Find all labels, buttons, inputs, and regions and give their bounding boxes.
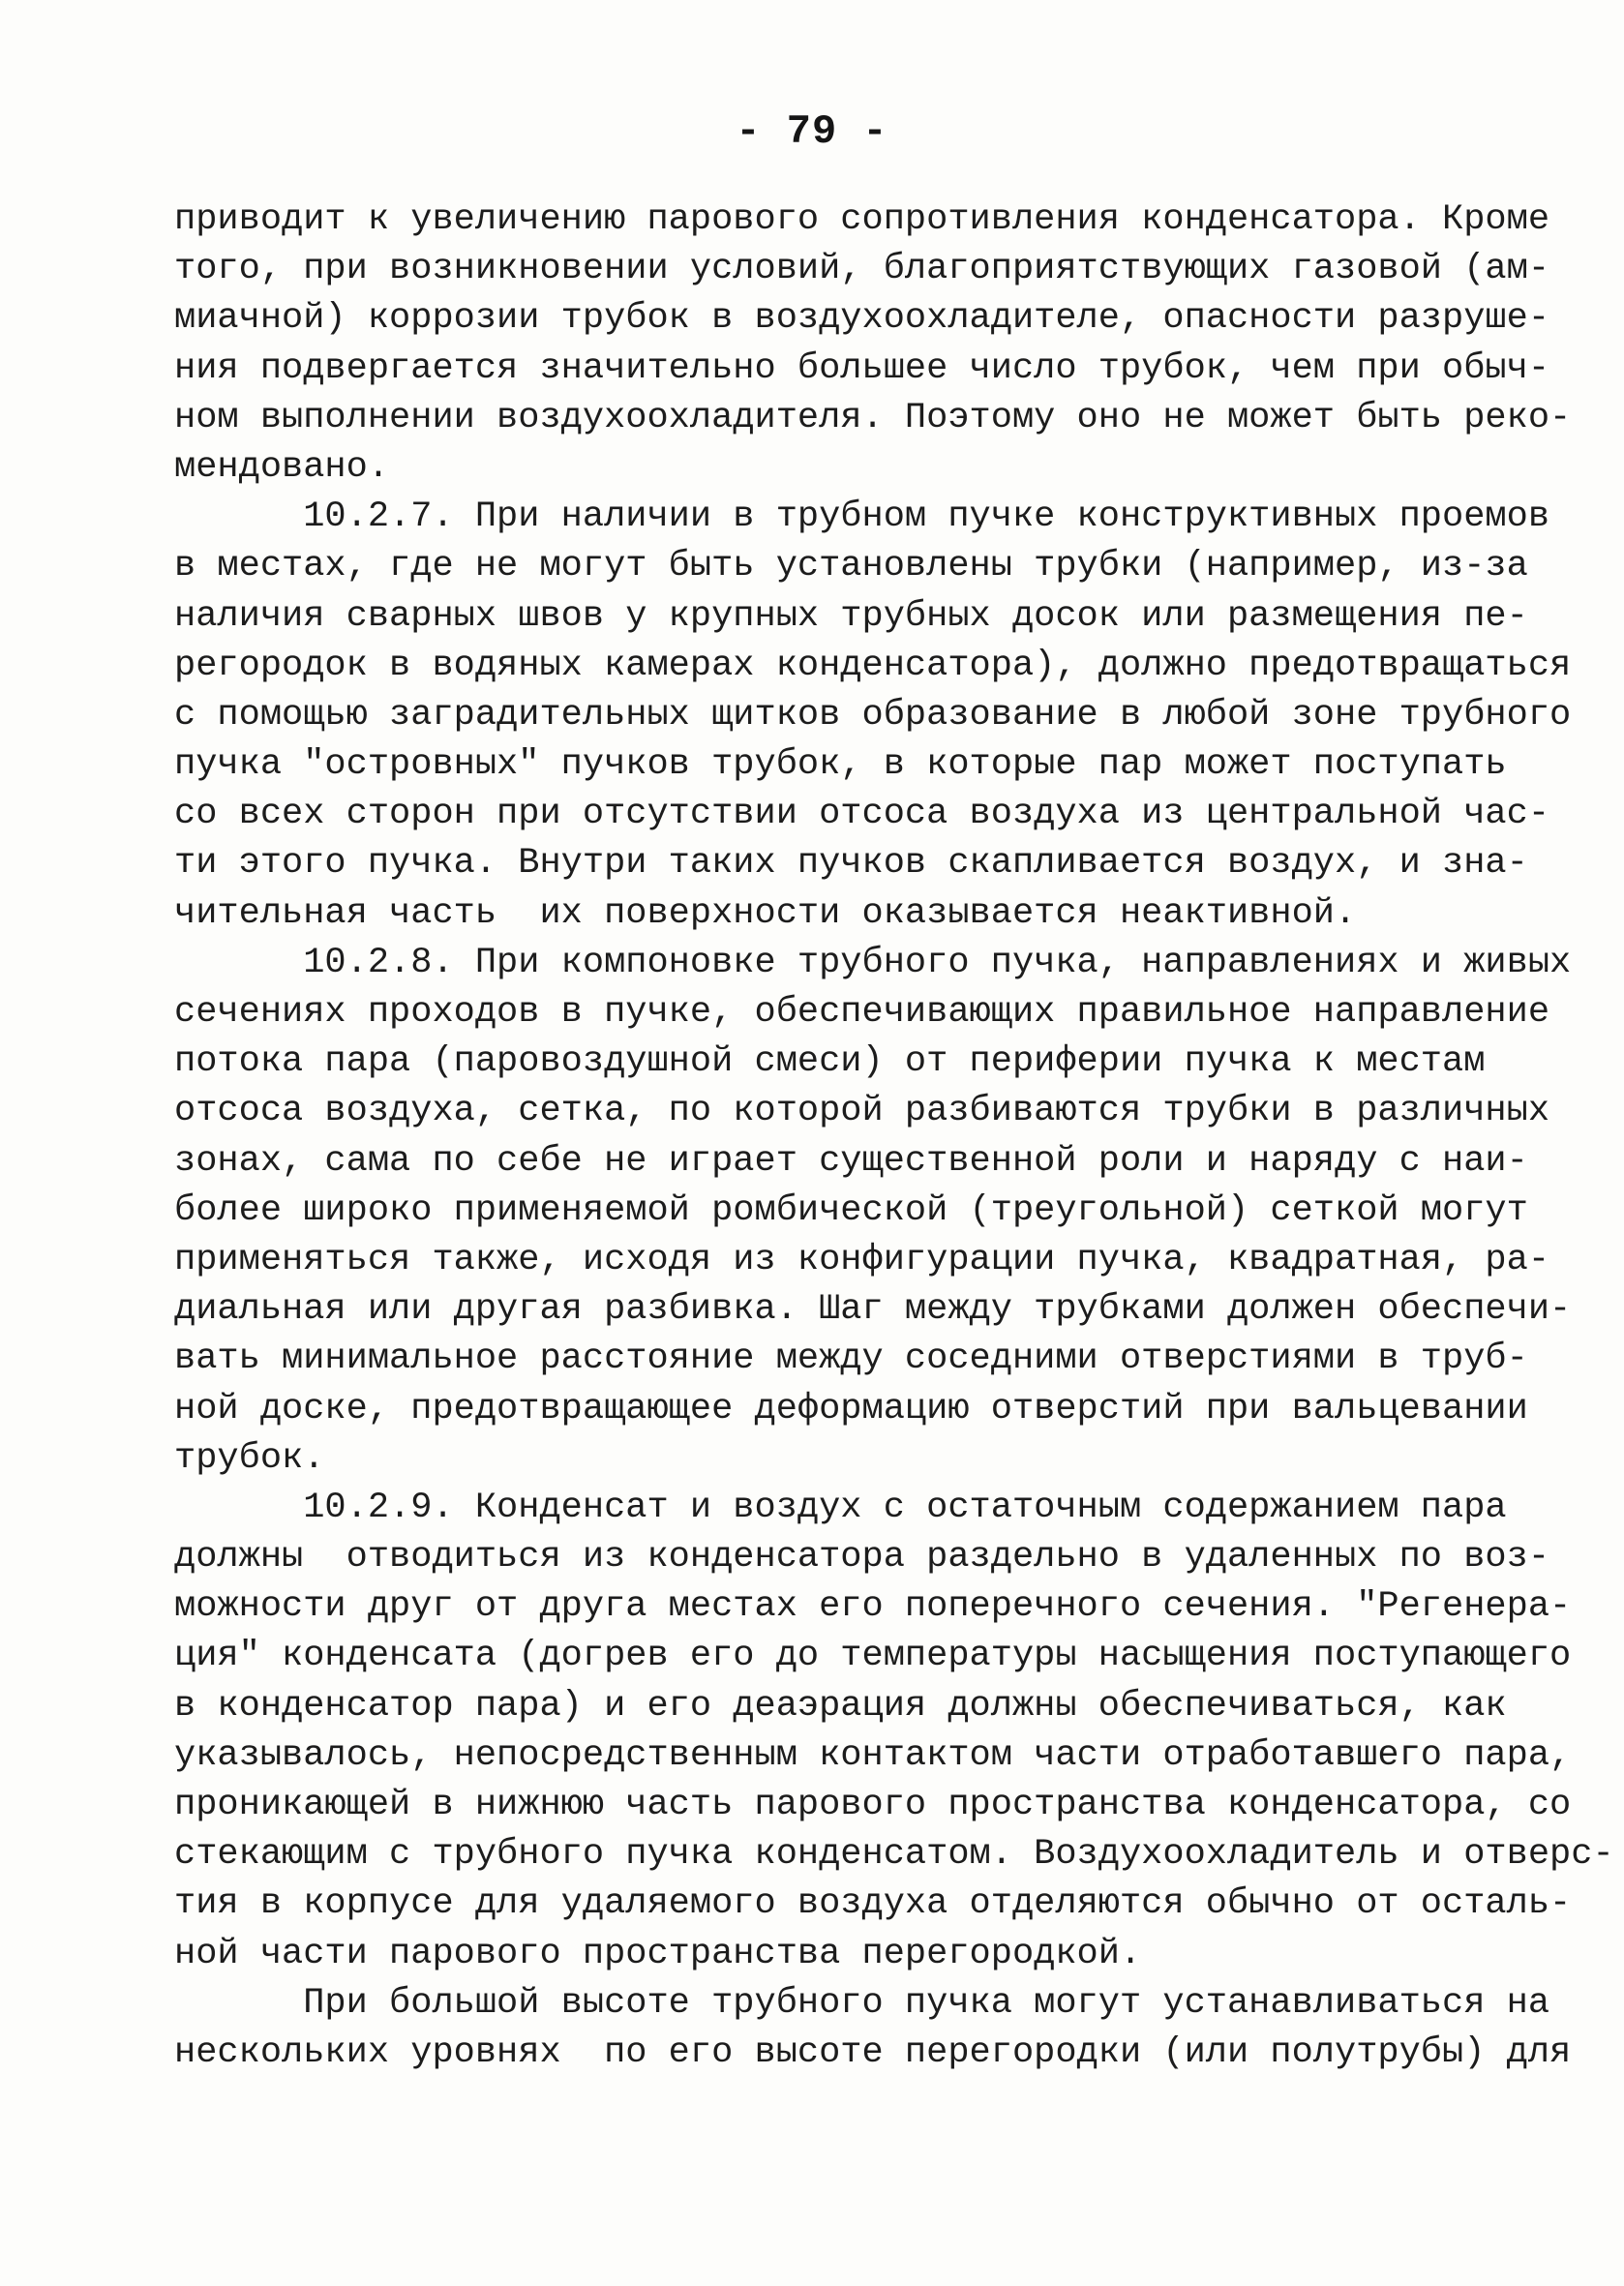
text-line: зонах, сама по себе не играет существенной роли и наряду с наи- [174,1140,1528,1182]
text-line: чительная часть их поверхности оказывается неактивной. [174,892,1357,934]
text-line: вать минимальное расстояние между соседними отверстиями в труб- [174,1339,1528,1380]
text-line: миачной) коррозии трубок в воздухоохладителе, опасности разруше- [174,298,1550,340]
section-10-2-7-start: 10.2.7. При наличии в трубном пучке конструктивных проемов [174,496,1550,538]
text-line: того, при возникновении условий, благоприятствующих газовой (ам- [174,249,1550,290]
text-line: со всех сторон при отсутствии отсоса воздуха из центральной час- [174,794,1550,835]
text-line: в местах, где не могут быть установлены трубки (например, из-за [174,546,1528,587]
text-line: ния подвергается значительно большее число трубок, чем при обыч- [174,347,1550,389]
text-line: сечениях проходов в пучке, обеспечивающих правильное направление [174,992,1550,1033]
text-line: в конденсатор пара) и его деаэрация должны обеспечиваться, как [174,1685,1507,1727]
section-10-2-9-start: 10.2.9. Конденсат и воздух с остаточным содержанием пара [174,1487,1507,1528]
page-number: - 79 - [736,108,888,155]
text-line: ной доске, предотвращающее деформацию отверстий при вальцевании [174,1388,1528,1429]
text-line: нескольких уровнях по его высоте перегородки (или полутрубы) для [174,2031,1572,2073]
text-line: регородок в водяных камерах конденсатора), должно предотвращаться [174,645,1572,686]
paragraph-start: При большой высоте трубного пучка могут устанавливаться на [174,1982,1550,2024]
text-line: мендовано. [174,446,390,488]
text-line: диальная или другая разбивка. Шаг между трубками должен обеспечи- [174,1289,1572,1331]
text-line: более широко применяемой ромбической (треугольной) сеткой могут [174,1189,1528,1231]
text-line: указывалось, непосредственным контактом части отработавшего пара, [174,1734,1572,1776]
text-line: проникающей в нижнюю часть парового пространства конденсатора, со [174,1785,1572,1825]
text-line: трубок. [174,1437,325,1479]
text-line: отсоса воздуха, сетка, по которой разбиваются трубки в различных [174,1091,1550,1132]
text-line: наличия сварных швов у крупных трубных досок или размещения пе- [174,595,1528,637]
text-line: потока пара (паровоздушной смеси) от периферии пучка к местам [174,1041,1486,1083]
text-line: применяться также, исходя из конфигурации пучка, квадратная, ра- [174,1239,1550,1280]
text-line: ция" конденсата (догрев его до температуры насыщения поступающего [174,1636,1572,1677]
text-line: ном выполнении воздухоохладителя. Поэтому оно не может быть реко- [174,397,1572,438]
text-line: с помощью заградительных щитков образование в любой зоне трубного [174,694,1572,736]
section-10-2-8-start: 10.2.8. При компоновке трубного пучка, направлениях и живых [174,942,1572,983]
text-line: пучка "островных" пучков трубок, в которые пар может поступать [174,744,1507,786]
text-line: стекающим с трубного пучка конденсатом. Воздухоохладитель и отверс- [174,1834,1614,1876]
text-line: ти этого пучка. Внутри таких пучков скапливается воздух, и зна- [174,843,1528,885]
text-line: приводит к увеличению парового сопротивления конденсатора. Кроме [174,199,1550,240]
text-line: тия в корпусе для удаляемого воздуха отделяются обычно от осталь- [174,1883,1572,1925]
text-line: ной части парового пространства перегородкой. [174,1933,1142,1974]
text-line: можности друг от друга местах его поперечного сечения. "Регенера- [174,1586,1572,1628]
text-line: должны отводиться из конденсатора раздельно в удаленных по воз- [174,1537,1550,1579]
body-text [174,196,1614,2078]
